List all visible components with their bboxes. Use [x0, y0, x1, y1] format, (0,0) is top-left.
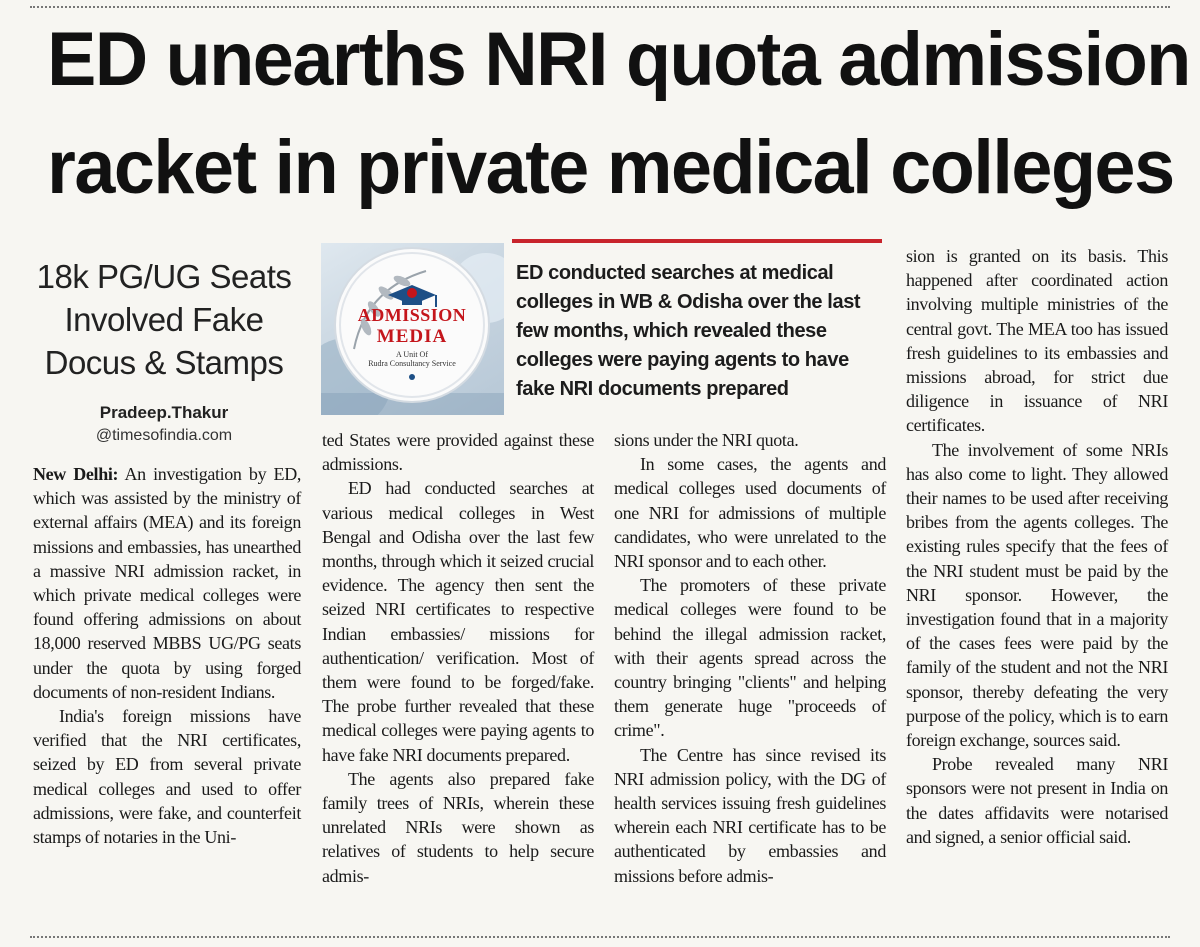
pull-quote-line: colleges in WB & Odisha over the last — [516, 291, 861, 313]
paragraph: The promoters of these private medical colleges were found to be behind the illegal admission racket, with their agents spread across the country bringing "clients" and helping them generate huge "proceeds of crime". — [614, 575, 886, 741]
paragraph: New Delhi: An investigation by ED, which was assisted by the ministry of external affairs (MEA) and its foreign missions and embassies, has unearthed a massive NRI admission racket, in which private medical colleges were found offering admissions on about 18,000 reserved MBBS UG/PG seats under the quota by using forged documents of non-resident Indians. — [33, 464, 301, 702]
subhead-line: Docus & Stamps — [44, 344, 284, 381]
subheadline — [28, 255, 300, 384]
paragraph: sion is granted on its basis. This happened after coordinated action involving multiple ministries of the central govt. The MEA too has issued fresh guidelines to its embassies and missions abroad, for strict due diligence in issuance of NRI certificates. — [906, 246, 1168, 436]
paragraph: The involvement of some NRIs has also come to light. They allowed their names to be used after receiving bribes from the agents colleges. The existing rules specify that the fees of the NRI student must be paid by the NRI sponsor. However, the investigation found that in a majority of the cases fees were paid by the family of the student and not the NRI sponsor, thereby defeating the very purpose of the policy, which is to earn foreign exchange, sources said. — [906, 439, 1168, 751]
article-column-4 — [906, 244, 1168, 849]
top-dotted-rule — [30, 6, 1170, 8]
paragraph: ted States were provided against these admissions. — [322, 430, 594, 475]
article-column-2 — [322, 428, 594, 888]
paragraph: sions under the NRI quota. — [614, 430, 799, 450]
byline-author: Pradeep.Thakur — [99, 403, 229, 422]
pull-quote — [516, 259, 886, 404]
paragraph: In some cases, the agents and medical colleges used documents of one NRI for admissions of multiple candidates, who were unrelated to the NRI sponsor and to each other. — [614, 454, 886, 572]
bottom-dotted-rule — [30, 936, 1170, 938]
logo-text-media: MEDIA — [376, 326, 448, 347]
paragraph: India's foreign missions have verified that the NRI certificates, seized by ED from several private medical colleges and used to offer admissions, were fake, and counterfeit stamps of notaries in the Uni- — [33, 706, 301, 848]
article-column-1 — [33, 462, 301, 849]
logo-tagline: Rudra Consultancy Service — [368, 359, 456, 368]
subhead-line: Involved Fake — [64, 301, 264, 338]
logo-text-admission: ADMISSION — [357, 305, 467, 325]
pull-quote-line: fake NRI documents prepared — [516, 378, 789, 400]
byline-site: @timesofindia.com — [95, 427, 233, 444]
paragraph: Probe revealed many NRI sponsors were not present in India on the dates affidavits were notarised and signed, a senior official said. — [906, 754, 1168, 847]
article-column-3 — [614, 428, 886, 888]
paragraph: The Centre has since revised its NRI admission policy, with the DG of health services issuing fresh guidelines wherein each NRI certificate has to be authenticated by embassies and missions before admis- — [614, 744, 886, 886]
headline-line-1: ED unearths NRI quota admission — [47, 17, 1190, 102]
admission-media-logo — [336, 249, 488, 401]
subhead-line: 18k PG/UG Seats — [36, 258, 292, 295]
headline-line-2: racket in private medical colleges — [47, 125, 1174, 210]
logo-tagline: A Unit Of — [396, 350, 428, 359]
pull-quote-line: few months, which revealed these — [516, 320, 827, 342]
paragraph: The agents also prepared fake family trees of NRIs, wherein these unrelated NRIs were shown as relatives of students to help secure admis- — [322, 768, 594, 886]
paragraph: ED had conducted searches at various medical colleges in West Bengal and Odisha over the last few months, through which it seized crucial evidence. The agency then sent the seized NRI certificates to respective Indian embassies/ missions for authentication/ verification. Most of them were found to be forged/fake. The probe further revealed that these medical colleges were paying agents to have fake NRI documents prepared. — [322, 478, 594, 765]
dateline: New Delhi: — [33, 464, 119, 484]
pull-quote-rule — [512, 239, 882, 243]
pull-quote-line: colleges were paying agents to have — [516, 349, 849, 371]
pull-quote-line: ED conducted searches at medical — [516, 262, 834, 284]
